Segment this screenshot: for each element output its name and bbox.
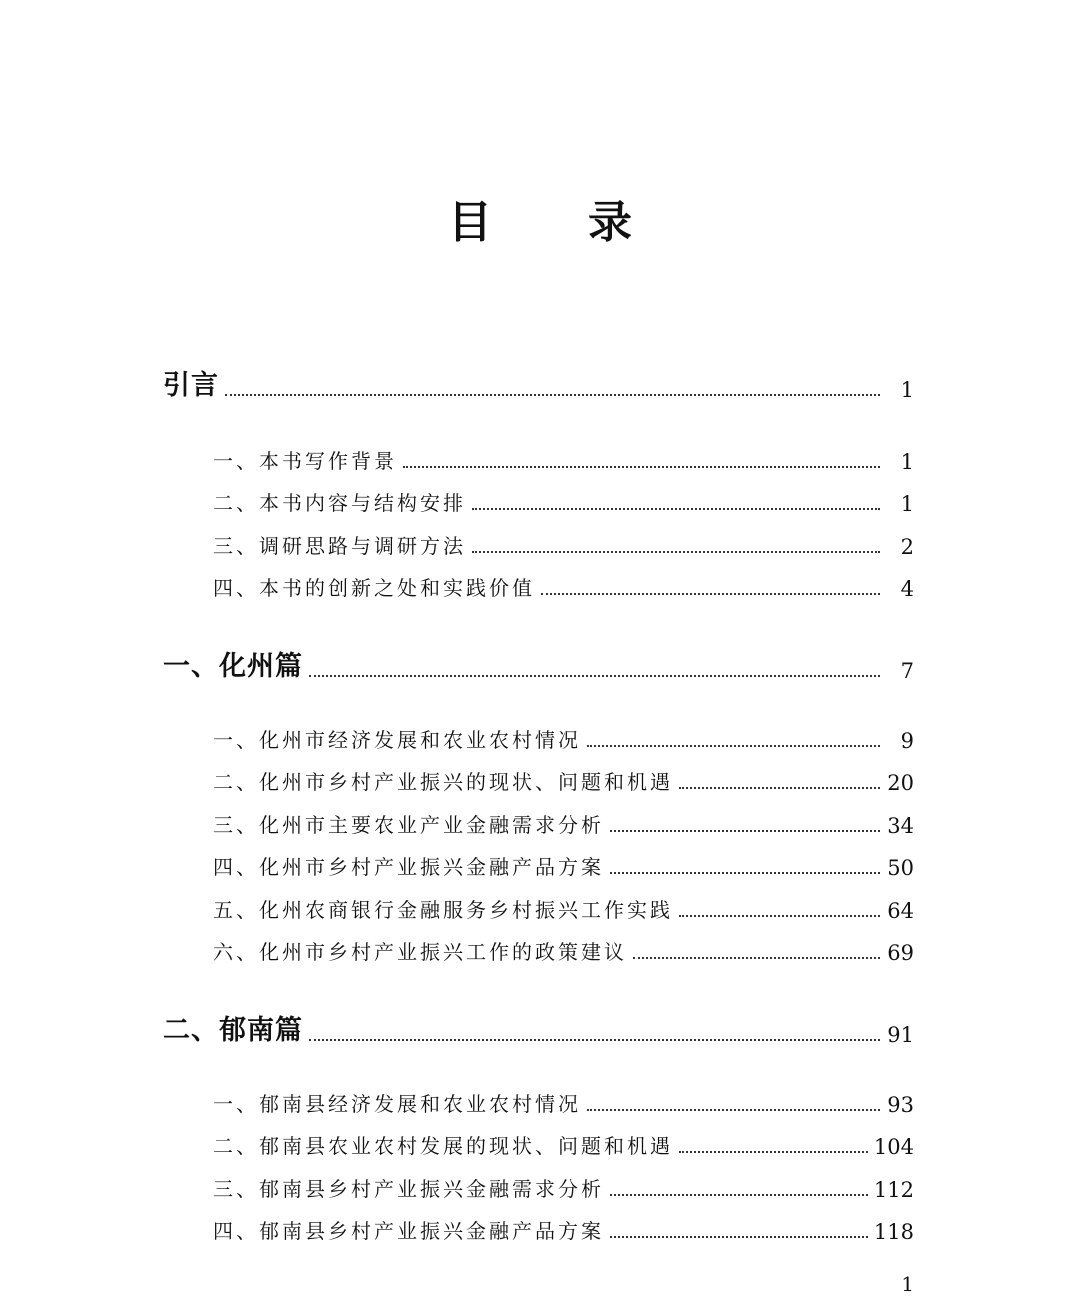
toc-section-label: 一、化州篇 — [163, 651, 303, 682]
toc-leader-dots — [472, 508, 880, 510]
toc-leader-dots — [610, 830, 880, 832]
toc-page-number: 1 — [900, 492, 914, 516]
toc-entry[interactable] — [0, 850, 1080, 880]
toc-page-number: 4 — [900, 577, 914, 601]
toc-leader-dots — [309, 1039, 880, 1041]
title-char-1: 目 — [448, 197, 492, 248]
toc-page-number: 64 — [887, 899, 914, 923]
toc-entry-label: 一、化州市经济发展和农业农村情况 — [213, 728, 581, 752]
toc-entry[interactable] — [0, 1129, 1080, 1159]
toc-entry-label: 四、本书的创新之处和实践价值 — [213, 576, 535, 600]
toc-entry-label: 一、本书写作背景 — [213, 449, 397, 473]
title-char-2: 录 — [588, 197, 632, 248]
toc-page-number: 91 — [887, 1023, 914, 1047]
toc-entry[interactable] — [0, 1172, 1080, 1202]
toc-page-number: 50 — [887, 856, 914, 880]
toc-leader-dots — [472, 551, 880, 553]
toc-entry-label: 四、郁南县乡村产业振兴金融产品方案 — [213, 1219, 604, 1243]
toc-leader-dots — [679, 915, 880, 917]
toc-leader-dots — [225, 394, 880, 396]
toc-entry-label: 一、郁南县经济发展和农业农村情况 — [213, 1092, 581, 1116]
toc-entry[interactable] — [0, 444, 1080, 474]
toc-page-number: 93 — [887, 1093, 914, 1117]
toc-page-number: 1 — [900, 378, 914, 402]
toc-entry-label: 二、本书内容与结构安排 — [213, 491, 466, 515]
toc-entry-label: 四、化州市乡村产业振兴金融产品方案 — [213, 855, 604, 879]
toc-page-number: 34 — [887, 814, 914, 838]
toc-page-number: 104 — [873, 1135, 914, 1159]
toc-entry[interactable] — [0, 1214, 1080, 1244]
toc-leader-dots — [587, 745, 880, 747]
toc-entry[interactable] — [0, 808, 1080, 838]
toc-leader-dots — [679, 1151, 868, 1153]
toc-entry[interactable] — [0, 529, 1080, 559]
toc-entry[interactable] — [0, 486, 1080, 516]
toc-leader-dots — [587, 1109, 880, 1111]
toc-section-part1[interactable] — [0, 653, 1080, 683]
toc-page-number: 112 — [873, 1178, 914, 1202]
toc-leader-dots — [610, 872, 880, 874]
toc-section-part2[interactable] — [0, 1017, 1080, 1047]
toc-entry-label: 六、化州市乡村产业振兴工作的政策建议 — [213, 940, 627, 964]
toc-section-label: 二、郁南篇 — [163, 1015, 303, 1046]
toc-page-number: 118 — [873, 1220, 914, 1244]
toc-leader-dots — [541, 593, 880, 595]
toc-leader-dots — [403, 466, 880, 468]
toc-entry[interactable] — [0, 935, 1080, 965]
toc-section-label: 引言 — [163, 370, 219, 401]
toc-entry[interactable] — [0, 1087, 1080, 1117]
toc-entry-label: 三、化州市主要农业产业金融需求分析 — [213, 813, 604, 837]
toc-entry[interactable] — [0, 571, 1080, 601]
toc-section-intro[interactable] — [0, 372, 1080, 402]
toc-entry-label: 五、化州农商银行金融服务乡村振兴工作实践 — [213, 898, 673, 922]
toc-page-number: 1 — [900, 450, 914, 474]
toc-leader-dots — [309, 675, 880, 677]
toc-page-number: 2 — [900, 535, 914, 559]
toc-page-number: 9 — [900, 729, 914, 753]
page-number: 1 — [901, 1272, 914, 1296]
toc-leader-dots — [633, 957, 880, 959]
toc-leader-dots — [610, 1194, 868, 1196]
toc-entry-label: 二、郁南县农业农村发展的现状、问题和机遇 — [213, 1134, 673, 1158]
toc-page-number: 7 — [900, 659, 914, 683]
toc-page-number: 20 — [887, 771, 914, 795]
toc-entry-label: 三、郁南县乡村产业振兴金融需求分析 — [213, 1177, 604, 1201]
toc-leader-dots — [610, 1236, 868, 1238]
toc-entry[interactable] — [0, 765, 1080, 795]
toc-page-number: 69 — [887, 941, 914, 965]
toc-entry-label: 三、调研思路与调研方法 — [213, 534, 466, 558]
toc-entry[interactable] — [0, 893, 1080, 923]
toc-entry-label: 二、化州市乡村产业振兴的现状、问题和机遇 — [213, 770, 673, 794]
toc-leader-dots — [679, 787, 880, 789]
toc-entry[interactable] — [0, 723, 1080, 753]
